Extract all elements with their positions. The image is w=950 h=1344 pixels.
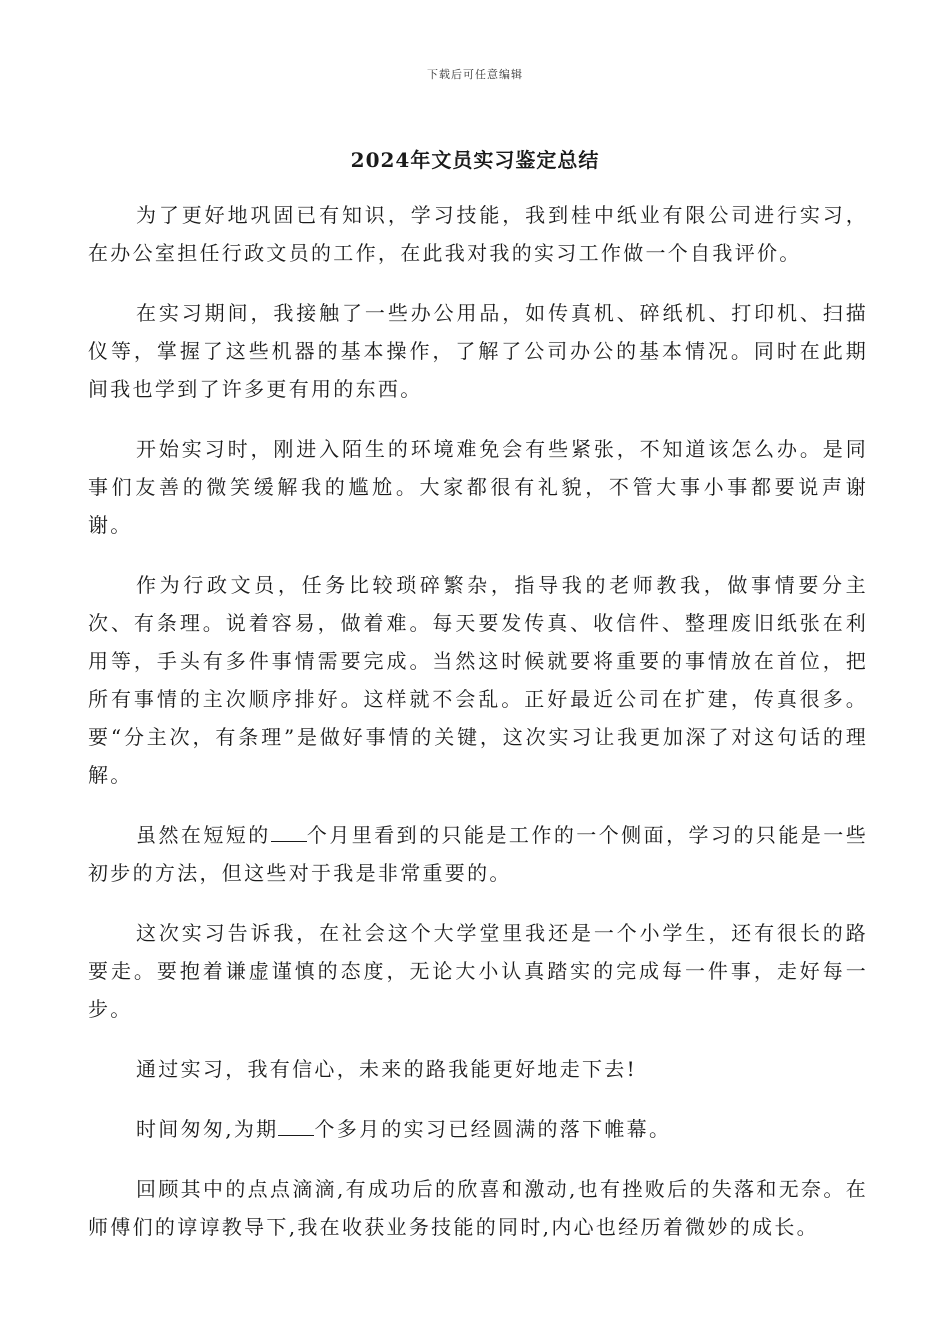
paragraph-text: 个月里看到的只能是工作的一个侧面，学习的只能是一些初步的方法，但这些对于我是非常重要的。 <box>88 823 868 885</box>
fill-in-blank <box>278 1113 314 1136</box>
document-title: 2024年文员实习鉴定总结 <box>350 148 600 172</box>
paragraph-short-months <box>88 816 868 892</box>
paragraph-office-equipment: 在实习期间，我接触了一些办公用品，如传真机、碎纸机、打印机、扫描仪等，掌握了这些机器的基本操作，了解了公司办公的基本情况。同时在此期间我也学到了许多更有用的东西。 <box>88 301 868 401</box>
paragraph-lesson: 这次实习告诉我，在社会这个大学堂里我还是一个小学生，还有很长的路要走。要抱着谦虚谨慎的态度，无论大小认真踏实的完成每一件事，走好每一步。 <box>88 921 868 1021</box>
paragraph-confidence: 通过实习，我有信心，未来的路我能更好地走下去! <box>136 1057 637 1081</box>
paragraph-intro: 为了更好地巩固已有知识，学习技能，我到桂中纸业有限公司进行实习，在办公室担任行政文员的工作，在此我对我的实习工作做一个自我评价。 <box>88 203 868 265</box>
paragraph-time-passed <box>88 1110 868 1148</box>
paragraph-text: 个多月的实习已经圆满的落下帷幕。 <box>314 1117 672 1141</box>
paragraph-starting: 开始实习时，刚进入陌生的环境难免会有些紧张，不知道该怎么办。是同事们友善的微笑缓解我的尴尬。大家都很有礼貌，不管大事小事都要说声谢谢。 <box>88 437 868 537</box>
paragraph-review: 回顾其中的点点滴滴,有成功后的欣喜和激动,也有挫败后的失落和无奈。在师傅们的谆谆教导下,我在收获业务技能的同时,内心也经历着微妙的成长。 <box>88 1177 868 1239</box>
paragraph-duties: 作为行政文员，任务比较琐碎繁杂，指导我的老师教我，做事情要分主次、有条理。说着容易，做着难。每天要发传真、收信件、整理废旧纸张在利用等，手头有多件事情需要完成。当然这时候就要将重要的事情放在首位，把所有事情的主次顺序排好。这样就不会乱。正好最近公司在扩建，传真很多。 要“分主次，有条理”是做好事情的关键，这次实习让我更加深了对这句话的理解。 <box>88 573 868 787</box>
fill-in-blank <box>271 819 307 842</box>
paragraph-text: 时间匆匆,为期 <box>136 1117 279 1141</box>
document-body <box>88 196 868 1268</box>
paragraph-text: 虽然在短短的 <box>136 823 271 847</box>
header-note: 下载后可任意编辑 <box>427 68 523 81</box>
